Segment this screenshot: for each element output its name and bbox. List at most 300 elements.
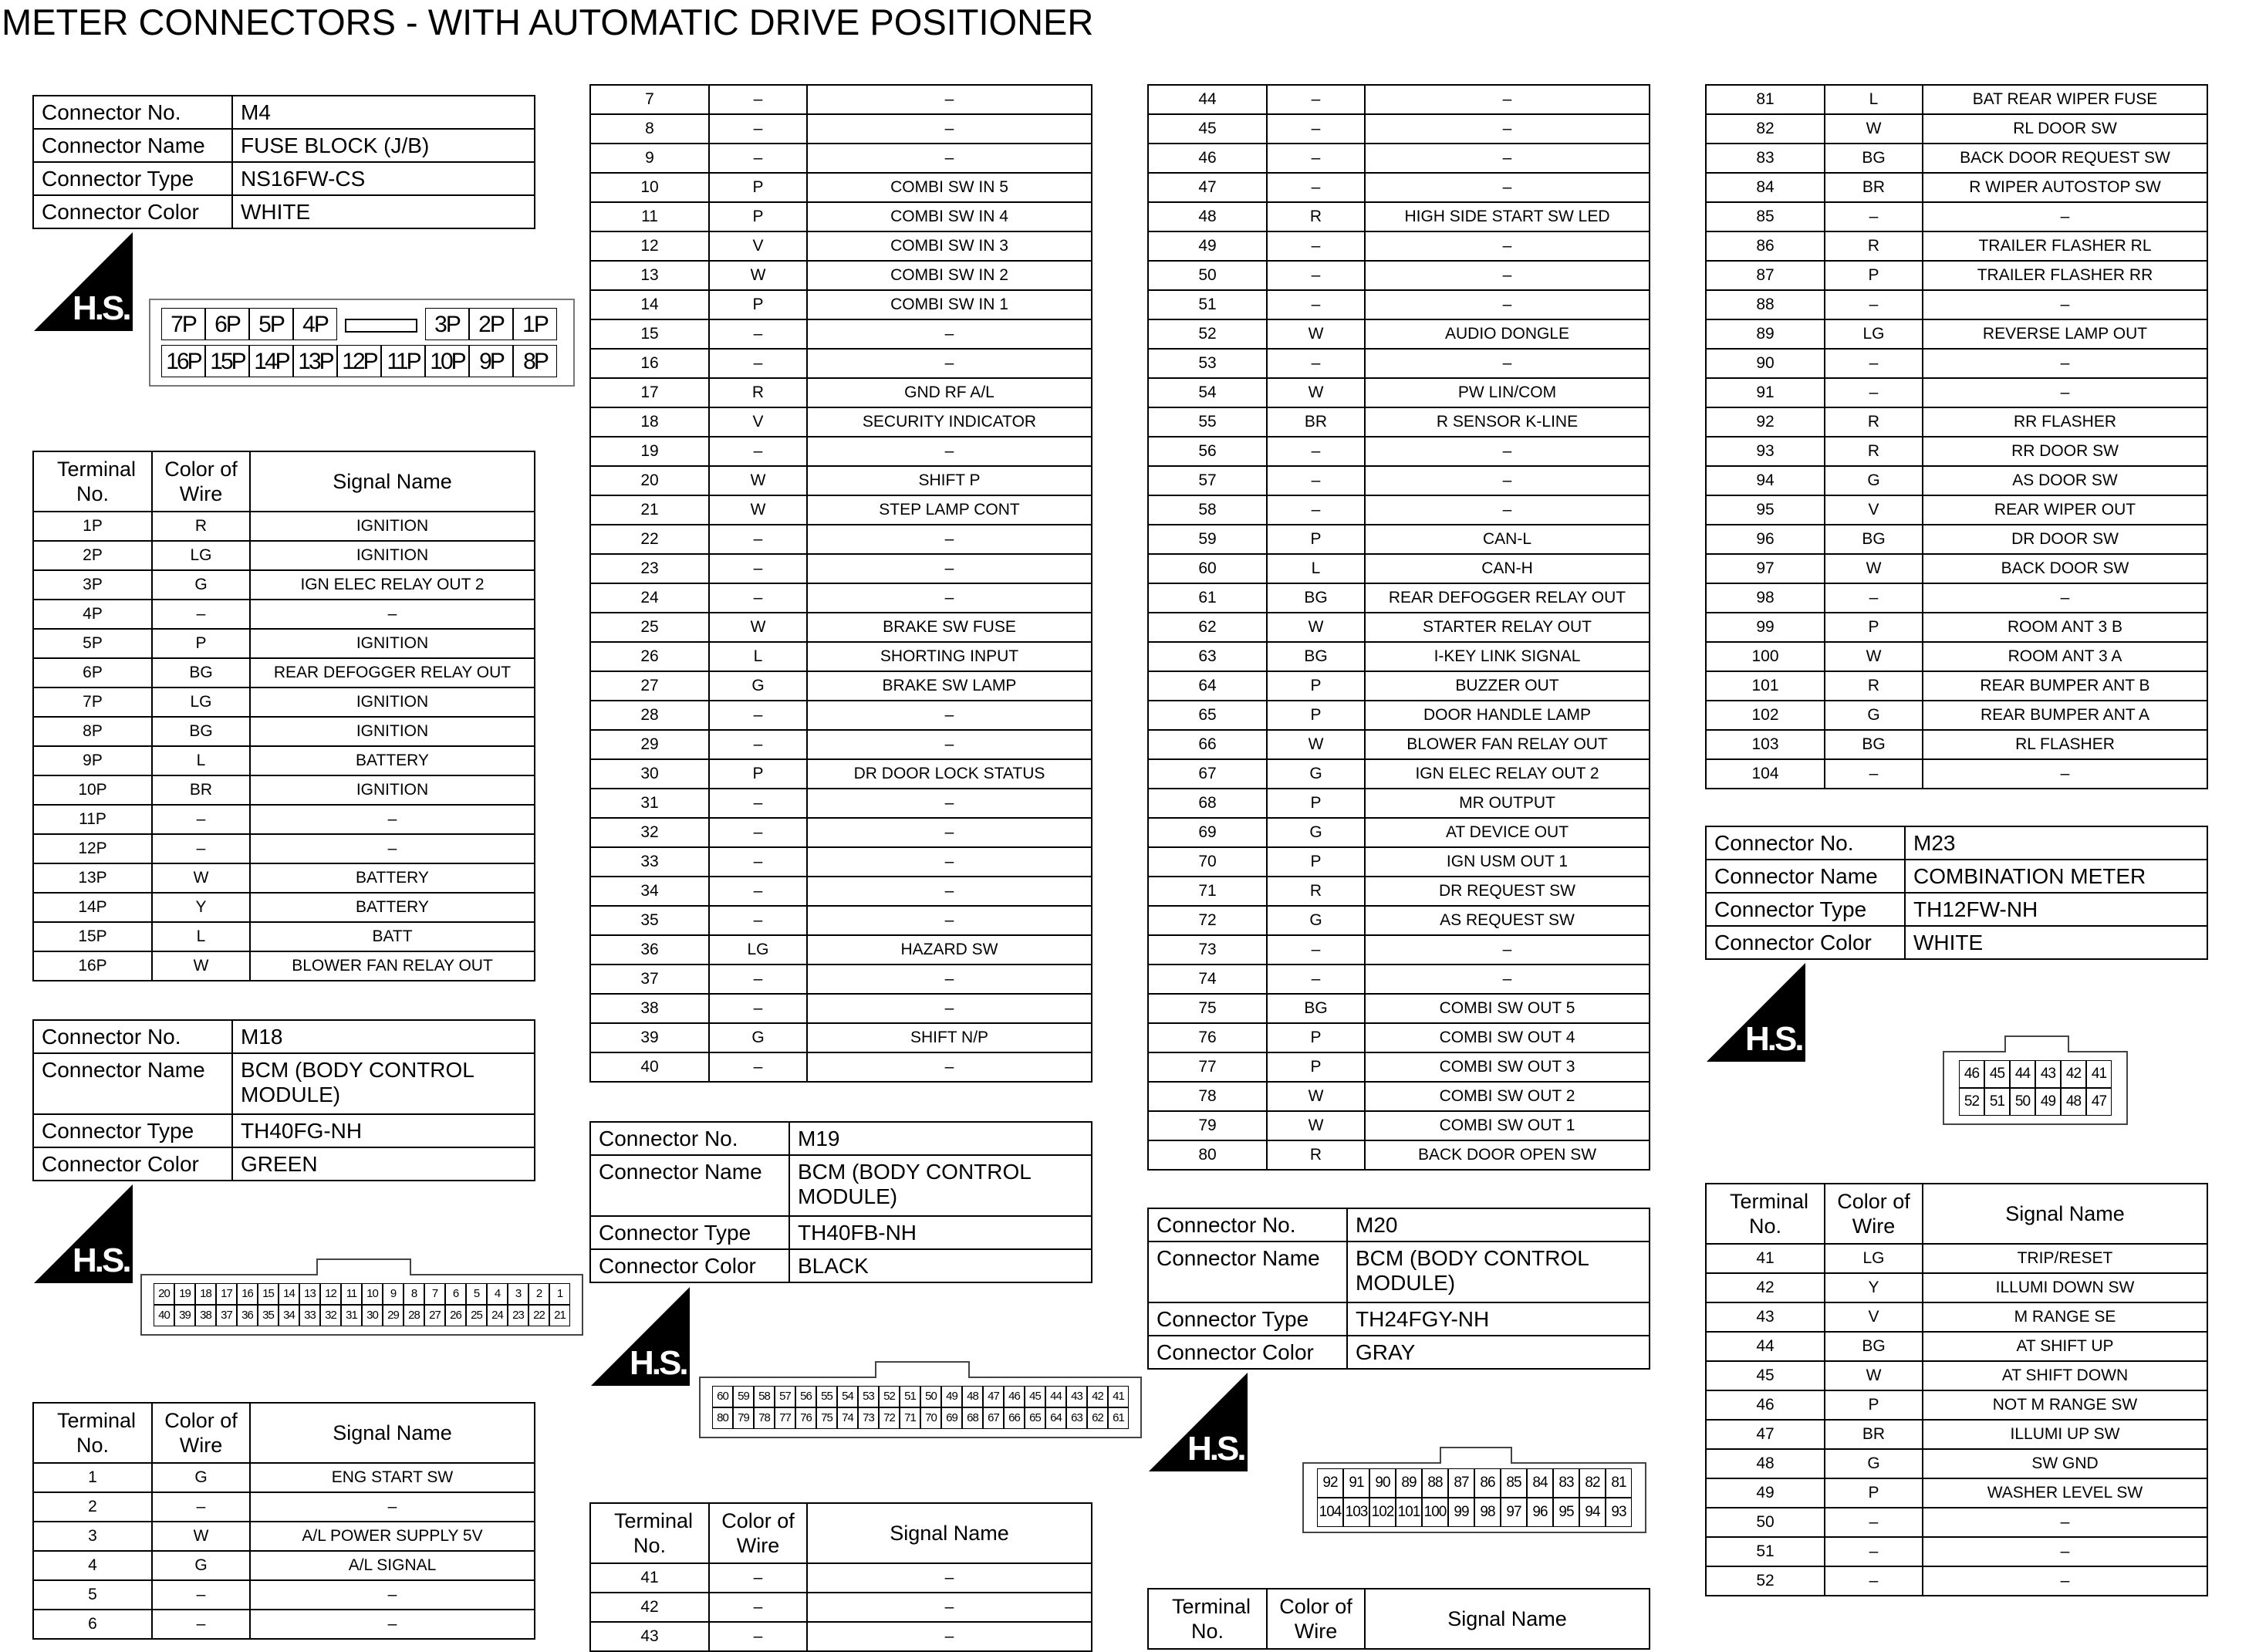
pin-cell: 9P (469, 345, 513, 377)
pin-cell: 35 (258, 1305, 279, 1326)
signal-name-cell: – (1923, 378, 2207, 407)
terminal-no-cell: 101 (1706, 671, 1825, 701)
signal-name-cell: BUZZER OUT (1365, 671, 1650, 701)
signal-name-cell: REAR BUMPER ANT A (1923, 701, 2207, 730)
wire-color-cell: BG (152, 717, 250, 746)
pin-cell: 57 (775, 1386, 795, 1407)
table-row (1706, 407, 2207, 437)
pin-cell: 26 (445, 1305, 466, 1326)
table-row (1148, 144, 1650, 173)
pin-cell: 6P (205, 308, 249, 340)
signal-name-cell: DR REQUEST SW (1365, 877, 1650, 906)
wire-color-cell: – (1267, 144, 1365, 173)
terminal-table-m18-part1 (32, 1402, 535, 1640)
signal-name-cell: HAZARD SW (807, 935, 1092, 965)
table-row (1706, 1273, 2207, 1302)
latch-chevron-shape (2006, 1037, 2068, 1052)
wire-color-cell: – (709, 144, 807, 173)
pin-cell: 71 (900, 1407, 920, 1429)
wire-color-cell: W (1267, 1111, 1365, 1140)
pin-cell: 15P (205, 345, 249, 377)
wire-color-cell: – (709, 319, 807, 349)
connector-info-m4 (32, 95, 535, 229)
terminal-no-cell: 71 (1148, 877, 1267, 906)
signal-name-cell: BATTERY (250, 893, 535, 922)
latch-chevron-shape (318, 1260, 410, 1275)
wire-color-cell: W (709, 261, 807, 290)
wire-color-cell: – (152, 834, 250, 863)
terminal-no-cell: 22 (590, 525, 709, 554)
signal-name-cell: ILLUMI UP SW (1923, 1420, 2207, 1449)
pin-cell: 55 (816, 1386, 837, 1407)
pin-cell: 72 (879, 1407, 900, 1429)
table-row (1148, 1140, 1650, 1170)
signal-name-cell: COMBI SW IN 5 (807, 173, 1092, 202)
table-row (590, 906, 1092, 935)
terminal-no-cell: 96 (1706, 525, 1825, 554)
wire-color-cell: – (709, 994, 807, 1023)
terminal-no-cell: 8 (590, 114, 709, 144)
wire-color-cell: Y (1825, 1273, 1923, 1302)
terminal-no-cell: 75 (1148, 994, 1267, 1023)
terminal-no-cell: 66 (1148, 730, 1267, 759)
terminal-no-cell: 64 (1148, 671, 1267, 701)
signal-name-cell: – (807, 994, 1092, 1023)
terminal-no-cell: 35 (590, 906, 709, 935)
header-color-of-wire: Color of Wire (1825, 1184, 1923, 1244)
signal-name-cell: IGN ELEC RELAY OUT 2 (250, 570, 535, 600)
table-row (590, 583, 1092, 613)
table-row (1148, 1082, 1650, 1111)
terminal-no-cell: 55 (1148, 407, 1267, 437)
pin-cell: 49 (941, 1386, 962, 1407)
wire-color-cell: – (709, 730, 807, 759)
table-row (1706, 554, 2207, 583)
connector-type-value: TH40FG-NH (232, 1114, 535, 1147)
signal-name-cell: – (807, 437, 1092, 466)
table-header-row (33, 451, 535, 512)
signal-name-cell: BACK DOOR OPEN SW (1365, 1140, 1650, 1170)
wire-color-cell: BG (1825, 525, 1923, 554)
connector-name-value: COMBINATION METER (1905, 860, 2207, 893)
pin-cell: 44 (1045, 1386, 1066, 1407)
pin-cell: 62 (1087, 1407, 1108, 1429)
pin-cell: 87 (1448, 1468, 1474, 1498)
table-row (590, 290, 1092, 319)
table-row (1706, 144, 2207, 173)
connector-color-value: WHITE (232, 195, 535, 228)
table-row (33, 1580, 535, 1610)
terminal-no-cell: 89 (1706, 319, 1825, 349)
terminal-no-cell: 61 (1148, 583, 1267, 613)
terminal-no-cell: 72 (1148, 906, 1267, 935)
wire-color-cell: P (709, 173, 807, 202)
terminal-no-cell: 91 (1706, 378, 1825, 407)
pin-cell: 22 (528, 1305, 549, 1326)
terminal-no-cell: 11P (33, 805, 152, 834)
terminal-no-cell: 2P (33, 541, 152, 570)
harness-connector-icon (1711, 968, 1758, 1003)
info-label: Connector Type (33, 1114, 232, 1147)
table-row (1706, 466, 2207, 495)
signal-name-cell: – (1365, 965, 1650, 994)
signal-name-cell: – (807, 1563, 1092, 1593)
signal-name-cell: AS DOOR SW (1923, 466, 2207, 495)
terminal-no-cell: 76 (1148, 1023, 1267, 1052)
signal-name-cell: CAN-L (1365, 525, 1650, 554)
terminal-no-cell: 17 (590, 378, 709, 407)
terminal-no-cell: 60 (1148, 554, 1267, 583)
signal-name-cell: TRAILER FLASHER RL (1923, 231, 2207, 261)
pin-cell: 50 (920, 1386, 941, 1407)
wire-color-cell: BG (1267, 583, 1365, 613)
signal-name-cell: – (807, 789, 1092, 818)
wire-color-cell: G (152, 1551, 250, 1580)
terminal-table-m23 (1705, 1183, 2208, 1596)
pin-cell: 12 (320, 1283, 341, 1305)
signal-name-cell: – (1923, 290, 2207, 319)
wire-color-cell: – (1267, 466, 1365, 495)
signal-name-cell: – (1365, 231, 1650, 261)
signal-name-cell: – (250, 600, 535, 629)
terminal-no-cell: 74 (1148, 965, 1267, 994)
pin-cell: 5P (249, 308, 293, 340)
table-row (1148, 759, 1650, 789)
pin-cell: 78 (754, 1407, 775, 1429)
signal-name-cell: – (807, 525, 1092, 554)
table-row (590, 1593, 1092, 1622)
terminal-no-cell: 8P (33, 717, 152, 746)
signal-name-cell: M RANGE SE (1923, 1302, 2207, 1332)
info-label: Connector Type (1706, 893, 1905, 926)
table-row (590, 759, 1092, 789)
pin-cell: 31 (341, 1305, 362, 1326)
signal-name-cell: – (807, 906, 1092, 935)
signal-name-cell: RL FLASHER (1923, 730, 2207, 759)
wire-color-cell: – (1825, 349, 1923, 378)
signal-name-cell: – (807, 554, 1092, 583)
wire-color-cell: – (709, 1622, 807, 1651)
table-row (33, 1551, 535, 1580)
table-row (1706, 1508, 2207, 1537)
pin-cell: 40 (154, 1305, 174, 1326)
signal-name-cell: BATT (250, 922, 535, 951)
pin-cell: 63 (1066, 1407, 1087, 1429)
pin-cell: 14 (279, 1283, 299, 1305)
pin-cell: 52 (1959, 1088, 1984, 1116)
signal-name-cell: COMBI SW OUT 4 (1365, 1023, 1650, 1052)
pin-cell: 9 (383, 1283, 404, 1305)
table-row (1706, 1302, 2207, 1332)
hs-badge (34, 232, 133, 331)
table-row (1706, 1566, 2207, 1596)
table-row (590, 701, 1092, 730)
connector-name-value: BCM (BODY CONTROL MODULE) (1347, 1242, 1650, 1302)
info-label: Connector Type (590, 1216, 789, 1249)
signal-name-cell: – (807, 319, 1092, 349)
wire-color-cell: L (1267, 554, 1365, 583)
wire-color-cell: BR (152, 775, 250, 805)
table-row (1706, 173, 2207, 202)
table-row (33, 834, 535, 863)
signal-name-cell: COMBI SW IN 2 (807, 261, 1092, 290)
terminal-no-cell: 62 (1148, 613, 1267, 642)
terminal-no-cell: 48 (1706, 1449, 1825, 1478)
terminal-no-cell: 26 (590, 642, 709, 671)
terminal-no-cell: 82 (1706, 114, 1825, 144)
wire-color-cell: L (709, 642, 807, 671)
table-row (590, 642, 1092, 671)
pin-cell: 69 (941, 1407, 962, 1429)
table-row (590, 525, 1092, 554)
pin-cell: 8P (513, 345, 557, 377)
pin-cell: 81 (1606, 1468, 1632, 1498)
terminal-no-cell: 50 (1706, 1508, 1825, 1537)
terminal-no-cell: 93 (1706, 437, 1825, 466)
terminal-no-cell: 6P (33, 658, 152, 687)
terminal-no-cell: 28 (590, 701, 709, 730)
terminal-no-cell: 94 (1706, 466, 1825, 495)
pin-cell: 3P (425, 308, 469, 340)
pin-cell: 36 (237, 1305, 258, 1326)
wire-color-cell: – (1825, 1566, 1923, 1596)
terminal-no-cell: 3 (33, 1522, 152, 1551)
terminal-no-cell: 16P (33, 951, 152, 981)
table-row (1148, 554, 1650, 583)
signal-name-cell: IGNITION (250, 629, 535, 658)
header-signal-name: Signal Name (807, 1503, 1092, 1563)
signal-name-cell: R WIPER AUTOSTOP SW (1923, 173, 2207, 202)
signal-name-cell: – (250, 805, 535, 834)
table-row (590, 378, 1092, 407)
table-row (1706, 759, 2207, 789)
signal-name-cell: – (1365, 349, 1650, 378)
table-row (1148, 906, 1650, 935)
pin-cell: 47 (2086, 1088, 2112, 1116)
table-row (1148, 818, 1650, 847)
wire-color-cell: W (1267, 378, 1365, 407)
table-row (1148, 407, 1650, 437)
pin-cell: 76 (795, 1407, 816, 1429)
signal-name-cell: – (1923, 1566, 2207, 1596)
terminal-no-cell: 40 (590, 1052, 709, 1082)
terminal-no-cell: 38 (590, 994, 709, 1023)
terminal-table-m20-header (1147, 1588, 1650, 1650)
signal-name-cell: BATTERY (250, 746, 535, 775)
connector-face-m4 (149, 299, 575, 387)
table-row (1148, 613, 1650, 642)
table-row (590, 231, 1092, 261)
wire-color-cell: P (1267, 847, 1365, 877)
info-label: Connector No. (33, 96, 232, 129)
terminal-no-cell: 7 (590, 85, 709, 114)
wire-color-cell: W (1267, 319, 1365, 349)
wire-color-cell: L (1825, 85, 1923, 114)
wire-color-cell: R (1825, 671, 1923, 701)
connector-info-m20 (1147, 1208, 1650, 1370)
signal-name-cell: STEP LAMP CONT (807, 495, 1092, 525)
connector-no-value: M18 (232, 1020, 535, 1053)
pin-cell: 5 (466, 1283, 487, 1305)
signal-name-cell: ROOM ANT 3 A (1923, 642, 2207, 671)
latch-chevron-shape (876, 1363, 968, 1378)
table-row (1148, 378, 1650, 407)
table-row (590, 407, 1092, 437)
signal-name-cell: COMBI SW IN 1 (807, 290, 1092, 319)
table-row (590, 261, 1092, 290)
connector-info-m23 (1705, 826, 2208, 960)
signal-name-cell: COMBI SW OUT 3 (1365, 1052, 1650, 1082)
signal-name-cell: – (1365, 144, 1650, 173)
header-color-of-wire: Color of Wire (152, 1403, 250, 1463)
signal-name-cell: A/L SIGNAL (250, 1551, 535, 1580)
wire-color-cell: P (1825, 1390, 1923, 1420)
signal-name-cell: – (1923, 759, 2207, 789)
terminal-no-cell: 41 (1706, 1244, 1825, 1273)
connector-latch (1440, 1447, 1512, 1464)
table-row (33, 629, 535, 658)
connector-type-value: TH40FB-NH (789, 1216, 1092, 1249)
wire-color-cell: W (1825, 114, 1923, 144)
table-row (33, 805, 535, 834)
pin-cell: 18 (195, 1283, 216, 1305)
terminal-no-cell: 80 (1148, 1140, 1267, 1170)
signal-name-cell: STARTER RELAY OUT (1365, 613, 1650, 642)
table-row (1148, 965, 1650, 994)
terminal-no-cell: 12P (33, 834, 152, 863)
signal-name-cell: – (1365, 261, 1650, 290)
signal-name-cell: – (1365, 935, 1650, 965)
terminal-no-cell: 56 (1148, 437, 1267, 466)
signal-name-cell: – (1365, 173, 1650, 202)
pin-cell: 89 (1396, 1468, 1422, 1498)
pin-cell: 73 (858, 1407, 879, 1429)
pin-cell: 83 (1553, 1468, 1579, 1498)
table-row (1148, 1023, 1650, 1052)
wire-color-cell: – (152, 600, 250, 629)
terminal-no-cell: 32 (590, 818, 709, 847)
wire-color-cell: – (709, 583, 807, 613)
table-header-row (33, 1403, 535, 1463)
pin-cell: 49 (2035, 1088, 2061, 1116)
header-signal-name: Signal Name (250, 1403, 535, 1463)
pin-cell: 14P (249, 345, 293, 377)
wire-color-cell: BG (152, 658, 250, 687)
signal-name-cell: – (807, 847, 1092, 877)
connector-name-value: BCM (BODY CONTROL MODULE) (789, 1155, 1092, 1216)
pin-cell: 98 (1474, 1498, 1501, 1527)
terminal-no-cell: 73 (1148, 935, 1267, 965)
table-row (1706, 1332, 2207, 1361)
pin-cell: 94 (1579, 1498, 1606, 1527)
pin-cell: 10 (362, 1283, 383, 1305)
wire-color-cell: P (1825, 261, 1923, 290)
pin-cell: 11 (341, 1283, 362, 1305)
wire-color-cell: – (709, 1563, 807, 1593)
pin-cell: 51 (1984, 1088, 2010, 1116)
table-row (1706, 349, 2207, 378)
terminal-no-cell: 58 (1148, 495, 1267, 525)
wire-color-cell: P (1267, 671, 1365, 701)
terminal-no-cell: 84 (1706, 173, 1825, 202)
pin-cell: 42 (2061, 1060, 2086, 1088)
signal-name-cell: IGNITION (250, 775, 535, 805)
pin-cell: 34 (279, 1305, 299, 1326)
table-row (590, 114, 1092, 144)
hs-badge (34, 1184, 133, 1283)
signal-name-cell: SW GND (1923, 1449, 2207, 1478)
table-row (590, 495, 1092, 525)
pin-cell: 77 (775, 1407, 795, 1429)
signal-name-cell: HIGH SIDE START SW LED (1365, 202, 1650, 231)
signal-name-cell: – (807, 85, 1092, 114)
table-row (1148, 701, 1650, 730)
terminal-no-cell: 9 (590, 144, 709, 173)
pin-cell: 48 (962, 1386, 983, 1407)
info-label: Connector No. (1148, 1208, 1347, 1242)
signal-name-cell: – (1365, 85, 1650, 114)
terminal-no-cell: 52 (1706, 1566, 1825, 1596)
terminal-no-cell: 78 (1148, 1082, 1267, 1111)
info-label: Connector Name (33, 1053, 232, 1114)
table-row (1706, 1478, 2207, 1508)
table-row (33, 687, 535, 717)
signal-name-cell: REAR WIPER OUT (1923, 495, 2207, 525)
header-signal-name: Signal Name (1923, 1184, 2207, 1244)
terminal-no-cell: 45 (1706, 1361, 1825, 1390)
signal-name-cell: SHIFT N/P (807, 1023, 1092, 1052)
pin-cell: 52 (879, 1386, 900, 1407)
terminal-no-cell: 23 (590, 554, 709, 583)
connector-name-value: BCM (BODY CONTROL MODULE) (232, 1053, 535, 1114)
table-row (33, 1463, 535, 1492)
table-row (590, 965, 1092, 994)
terminal-no-cell: 29 (590, 730, 709, 759)
signal-name-cell: – (807, 730, 1092, 759)
pin-cell: 29 (383, 1305, 404, 1326)
wire-color-cell: R (1825, 231, 1923, 261)
header-terminal-no: Terminal No. (33, 1403, 152, 1463)
signal-name-cell: BACK DOOR REQUEST SW (1923, 144, 2207, 173)
signal-name-cell: COMBI SW OUT 5 (1365, 994, 1650, 1023)
pin-cell: 1P (513, 308, 557, 340)
wire-color-cell: – (709, 437, 807, 466)
signal-name-cell: – (1923, 1537, 2207, 1566)
table-row (1148, 85, 1650, 114)
terminal-no-cell: 48 (1148, 202, 1267, 231)
wire-color-cell: – (709, 349, 807, 378)
wire-color-cell: G (1825, 701, 1923, 730)
terminal-no-cell: 90 (1706, 349, 1825, 378)
pin-cell: 13 (299, 1283, 320, 1305)
pin-cell: 12P (337, 345, 381, 377)
signal-name-cell: – (807, 349, 1092, 378)
terminal-no-cell: 34 (590, 877, 709, 906)
table-row (1148, 877, 1650, 906)
wire-color-cell: W (152, 951, 250, 981)
pin-cell: 17 (216, 1283, 237, 1305)
terminal-no-cell: 19 (590, 437, 709, 466)
pin-cell: 43 (1066, 1386, 1087, 1407)
harness-connector-icon (39, 237, 85, 272)
table-header-row (590, 1503, 1092, 1563)
terminal-no-cell: 10P (33, 775, 152, 805)
pin-cell: 65 (1025, 1407, 1045, 1429)
signal-name-cell: IGNITION (250, 717, 535, 746)
info-label: Connector Color (33, 195, 232, 228)
pin-cell: 45 (1984, 1060, 2010, 1088)
signal-name-cell: REAR DEFOGGER RELAY OUT (250, 658, 535, 687)
